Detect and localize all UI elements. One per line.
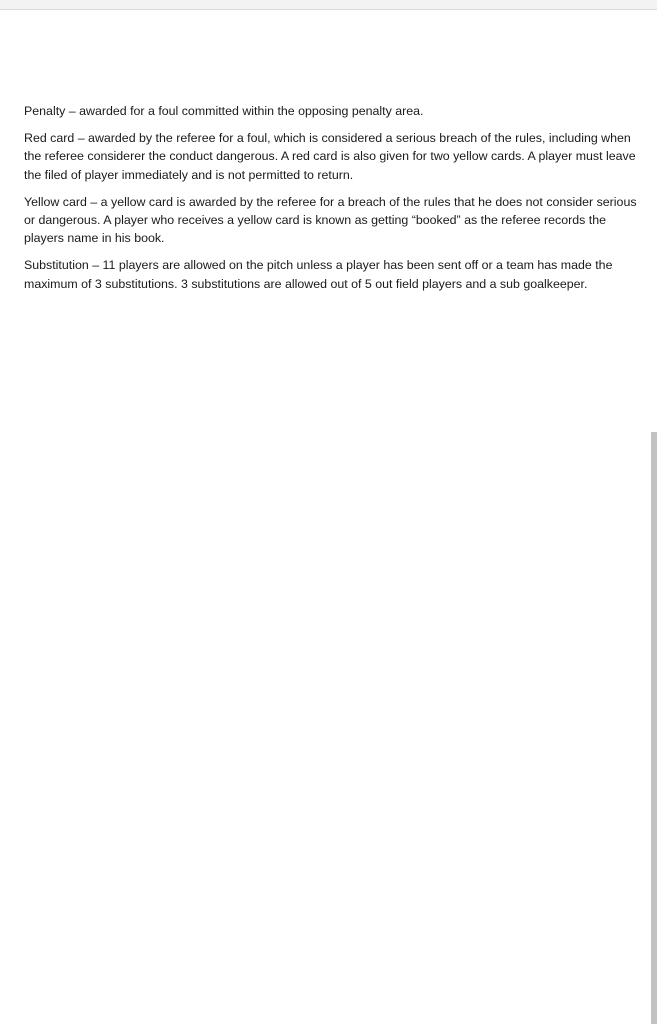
document-page: [0, 10, 650, 1024]
vertical-scrollbar[interactable]: [651, 432, 657, 1024]
paragraph-substitution: Substitution – 11 players are allowed on the pitch unless a player has been sent off or a team has made the maximum of 3 substitutions. 3 substitutions are allowed out of 5 out field players and a sub goalkeeper.: [24, 258, 613, 291]
paragraph-penalty: Penalty – awarded for a foul committed within the opposing penalty area.: [24, 104, 424, 118]
document-body: [24, 102, 644, 302]
paragraph-red-card: Red card – awarded by the referee for a foul, which is considered a serious breach of the rules, including when the referee considerer the conduct dangerous. A red card is also given for two yellow cards. A player must leave the filed of player immediately and is not permitted to return.: [24, 131, 636, 182]
toolbar-edge: [0, 0, 657, 10]
paragraph-yellow-card: Yellow card – a yellow card is awarded by the referee for a breach of the rules that he does not consider serious or dangerous. A player who receives a yellow card is known as getting “booked” as the referee records the players name in his book.: [24, 194, 637, 246]
